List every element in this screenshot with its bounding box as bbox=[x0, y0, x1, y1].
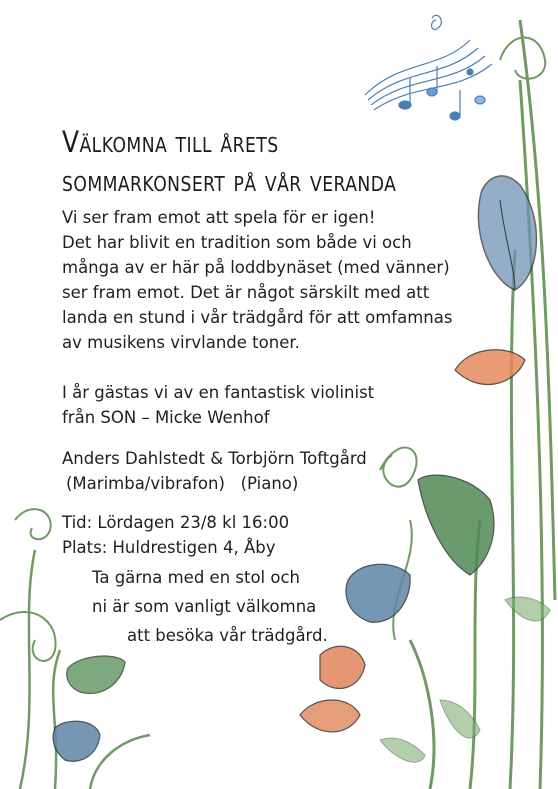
intro-line: många av er här på loddbynäset (med vänner) bbox=[62, 258, 450, 277]
intro-line: av musikens virvlande toner. bbox=[62, 333, 300, 352]
leaves bbox=[380, 597, 550, 762]
title-line-2: sommarkonsert på vår veranda bbox=[62, 164, 397, 199]
closing-line-1 bbox=[92, 565, 300, 590]
intro-paragraph bbox=[62, 205, 452, 355]
intro-line: landa en stund i vår trädgård för att omfamnas bbox=[62, 308, 453, 327]
closing-line-2 bbox=[92, 594, 316, 619]
event-place: Plats: Huldrestigen 4, Åby bbox=[62, 538, 276, 557]
musicians-paragraph bbox=[62, 446, 367, 496]
musicians-instruments: (Marimba/vibrafon) (Piano) bbox=[66, 474, 299, 493]
guest-line: från SON – Micke Wenhof bbox=[62, 408, 270, 427]
event-time: Tid: Lördagen 23/8 kl 16:00 bbox=[62, 513, 290, 532]
guest-line: I år gästas vi av en fantastisk violinist bbox=[62, 383, 375, 402]
guest-paragraph bbox=[62, 380, 374, 430]
closing-text: ni är som vanligt välkomna bbox=[92, 597, 317, 616]
intro-line: Det har blivit en tradition som både vi och bbox=[62, 233, 412, 252]
intro-line: ser fram emot. Det är något särskilt med att bbox=[62, 283, 430, 302]
blue-flower-left bbox=[53, 721, 100, 761]
closing-text: att besöka vår trädgård. bbox=[127, 626, 328, 645]
closing-line-3 bbox=[127, 623, 328, 648]
green-flower-left bbox=[67, 656, 125, 693]
page-title bbox=[62, 123, 396, 201]
musicians-names: Anders Dahlstedt & Torbjörn Toftgård bbox=[62, 449, 367, 468]
closing-text: Ta gärna med en stol och bbox=[92, 568, 301, 587]
music-notes-icon bbox=[365, 15, 492, 120]
orange-flowers-bottom bbox=[300, 646, 365, 732]
orange-flower bbox=[455, 350, 525, 385]
right-stems bbox=[380, 20, 555, 789]
blue-flower-middle bbox=[346, 564, 410, 622]
event-details bbox=[62, 510, 289, 560]
intro-line: Vi ser fram emot att spela för er igen! bbox=[62, 208, 376, 227]
title-line-1: Välkomna till årets bbox=[62, 125, 279, 160]
green-bud bbox=[418, 475, 494, 575]
